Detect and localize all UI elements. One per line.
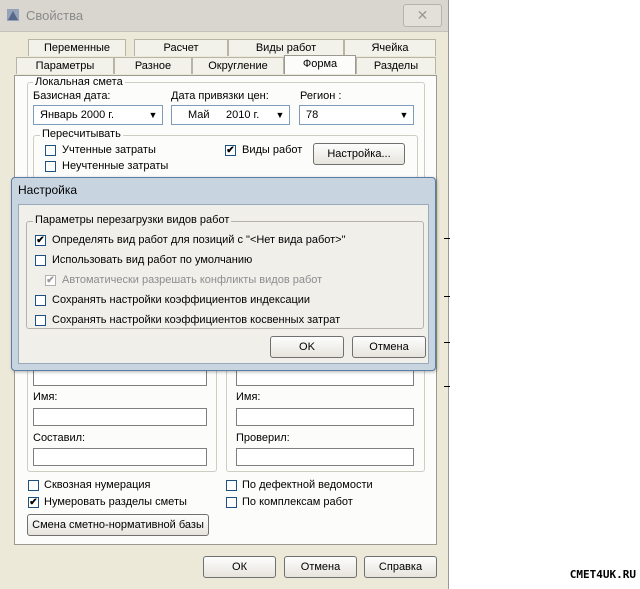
close-button[interactable]: ✕: [403, 4, 442, 27]
chevron-down-icon[interactable]: ▼: [396, 107, 412, 123]
watermark: СМЕТ4UK.RU: [569, 568, 636, 581]
price-date-combo[interactable]: [171, 105, 290, 125]
checked-field[interactable]: [236, 448, 414, 466]
by-defect-list-label: По дефектной ведомости: [242, 479, 373, 491]
tab-calculation[interactable]: Расчет: [134, 39, 228, 56]
recalc-work-types-label: Виды работ: [242, 144, 303, 156]
left-name-field[interactable]: [33, 408, 207, 426]
through-numbering-label: Сквозная нумерация: [44, 479, 151, 491]
option-detect-checkbox[interactable]: ✔: [36, 235, 45, 246]
recalc-counted-checkbox[interactable]: [45, 145, 56, 156]
window-title: Свойства: [26, 8, 84, 23]
through-numbering-checkbox[interactable]: [28, 480, 39, 491]
tab-form[interactable]: Форма: [284, 55, 356, 74]
recalc-uncounted-label: Неучтенные затраты: [62, 160, 169, 172]
base-date-value: Январь 2000 г.: [40, 109, 115, 121]
base-date-combo[interactable]: [33, 105, 163, 125]
option-index-coeff-checkbox[interactable]: [35, 295, 46, 306]
price-date-label: Дата привязки цен:: [171, 90, 269, 102]
number-sections-label: Нумеровать разделы сметы: [44, 496, 187, 508]
tab-cell[interactable]: Ячейка: [344, 39, 436, 56]
left-name-label: Имя:: [33, 391, 58, 403]
base-date-label: Базисная дата:: [33, 90, 111, 102]
by-work-complexes-checkbox[interactable]: [226, 497, 237, 508]
region-label: Регион :: [300, 90, 342, 102]
number-sections-checkbox[interactable]: ✔: [29, 497, 38, 508]
right-name-label: Имя:: [236, 391, 261, 403]
recalc-counted-label: Учтенные затраты: [62, 144, 156, 156]
help-button[interactable]: Справка: [364, 556, 437, 578]
composed-field[interactable]: [33, 448, 207, 466]
recalc-uncounted-checkbox[interactable]: [45, 161, 56, 172]
option-detect-label: Определять вид работ для позиций с "<Нет вида работ>": [52, 234, 346, 246]
region-value: 78: [306, 109, 319, 121]
tab-work-types[interactable]: Виды работ: [228, 39, 344, 56]
option-indirect-coeff-label: Сохранять настройки коэффициентов косвенных затрат: [52, 314, 341, 326]
dialog-cancel-button[interactable]: Отмена: [352, 336, 426, 358]
dialog-title: Настройка: [18, 183, 78, 197]
option-auto-resolve-checkbox: ✔: [46, 275, 55, 286]
change-base-button[interactable]: Смена сметно-нормативной базы: [27, 514, 209, 536]
by-work-complexes-label: По комплексам работ: [242, 496, 353, 508]
edge-tick: [444, 296, 450, 297]
tab-misc[interactable]: Разное: [114, 57, 192, 74]
settings-dialog: [11, 177, 436, 371]
tab-variables[interactable]: Переменные: [28, 39, 126, 56]
checked-label: Проверил:: [236, 432, 290, 444]
edge-tick: [444, 342, 450, 343]
right-name-field[interactable]: [236, 408, 414, 426]
region-combo[interactable]: [299, 105, 414, 125]
recalc-work-types-checkbox[interactable]: ✔: [226, 145, 235, 156]
option-index-coeff-label: Сохранять настройки коэффициентов индексации: [52, 294, 311, 306]
price-date-month: Май: [188, 109, 210, 121]
dialog-ok-button[interactable]: OK: [270, 336, 344, 358]
option-default-checkbox[interactable]: [35, 255, 46, 266]
recalc-label: Пересчитывать: [42, 128, 121, 140]
settings-button[interactable]: Настройка...: [313, 143, 405, 165]
tab-parameters[interactable]: Параметры: [16, 57, 114, 74]
cancel-button[interactable]: Отмена: [284, 556, 357, 578]
composed-label: Составил:: [33, 432, 86, 444]
option-auto-resolve-label: Автоматически разрешать конфликты видов работ: [62, 274, 323, 286]
option-default-label: Использовать вид работ по умолчанию: [52, 254, 253, 266]
chevron-down-icon[interactable]: ▼: [145, 107, 161, 123]
chevron-down-icon[interactable]: ▼: [272, 107, 288, 123]
local-estimate-label: Локальная смета: [35, 76, 123, 88]
price-date-year: 2010 г.: [226, 109, 260, 121]
tab-rounding[interactable]: Округление: [192, 57, 284, 74]
reload-params-label: Параметры перезагрузки видов работ: [35, 214, 230, 226]
by-defect-list-checkbox[interactable]: [226, 480, 237, 491]
dialog-body: [18, 204, 429, 364]
edge-tick: [444, 238, 450, 239]
option-indirect-coeff-checkbox[interactable]: [35, 315, 46, 326]
app-icon: [6, 8, 20, 22]
tab-sections[interactable]: Разделы: [356, 57, 436, 74]
edge-tick: [444, 386, 450, 387]
ok-button[interactable]: ОК: [203, 556, 276, 578]
